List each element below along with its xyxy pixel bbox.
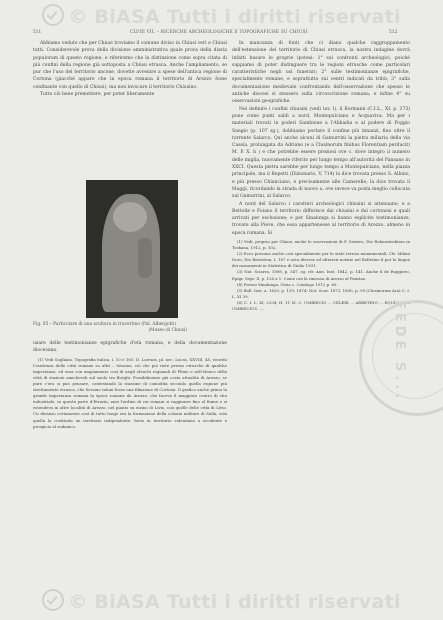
paragraph: A nord del Salarco i caratteri archeologici chiusini si attenuano; e a Bettolle e Foiano il territorio differisce dai chiusini e dai cortonesi e quali arrivati per esclusione; e per Sinalunga si hanno esplicite testimonianze, trovate alla Pieve, che essa appartenesse al territorio di Arezzo, almeno in epoca romana. Si	[232, 201, 410, 236]
figure-caption	[33, 322, 227, 334]
footnote: (3) Nat. Sciarra, 1898, p. 347, sg. cfr. Ann. Inst. 1842, p. 141. Anche il de Ruggiero, Epigr. Sepr. Il, p. 126 a 1. Come ora la rimessa di Arezzo al Pansino.	[232, 269, 410, 281]
footnote: (6) C. I. L. XI, 2294; H. 11 M. C. UMBRICIO ... CELERI ... ARRETINO ... EQUITI ... L. UMBRICIUS .....	[232, 299, 410, 312]
footnote: (4) Presso Sinalunga, Gioia c. Catalogo 1912 p. 69.	[237, 281, 338, 287]
watermark-text: © BiASA Tutti i diritti riservati	[68, 591, 401, 613]
footnote: (2) Ecco possono anche così specialmente per le stele terrosi monumentali, Cfr. Milani Doro, Die Bestatten, I, 167 e nota diverse ed ulteriori notizie nel Bolletino il per la lingua dei monumenti in Statistica di Giulio 1931.	[232, 251, 410, 269]
biasa-logo-icon	[42, 4, 64, 26]
paragraph: Tutto ciò bene premettere, per poter liberamente	[40, 92, 155, 98]
sculpture-arm	[138, 238, 152, 278]
caption-text: Fig. 85 – Particolare di una scultura in travertino (Pal. Albergotti)	[33, 322, 177, 327]
page-number-left: 511	[33, 30, 42, 35]
caption-location: (Museo di Chiusi)	[148, 328, 187, 333]
sculpture-photo	[86, 180, 178, 318]
paragraph: usare delle testimonianze epigrafiche d'età romana, e della documentazione diocesana.	[33, 341, 227, 354]
watermark-bottom	[0, 589, 443, 613]
footnote: (1) Vedi Sogliano, Topografia italica, i, 10 e 165. D. Lorenzi, pl. nec. Lucas, XXVIII, 45, ricordo l'esistenza delle città romane su altri – Sessino, ciò che poi riete presso etrusche di qualche importanza, ed essa con ampiamento così di negli elenchi regionali di Plinio e nell'elenco della città di stazioni amichevoli sul suolo tra Borghi. Possibilmente già costa attualità di Arezzo, se pure c'era si può pensare, contestando la stazione di comodità secondo quella regione più strettamente etrusca, che Sessino taluni fosse una filiazione di Cortona. Il grafico anche prima la grande importanza romana la epoca romana da Arezzo, che faceva il maggiore centro di vita industriale, in questa parte d'Etruria; anzi l'ordine di cui romani si raggiunse fino al fiume e si estendeva in altre località di Arezzo, nel pianto su eizino di Livio, con quelle delle città di Livio. Un divanzo certamente così di tutto luogo ora la formazione della colonia militare di Sulla, sola quella la costituita un territorio indipendente, forse in territorio valentiano a occidente e prospicio al sudanico.	[33, 356, 227, 429]
left-column	[33, 40, 227, 98]
paragraph: In mancanza di fonti che ci diano qualche raggruppamento dell'estensione del territorio di Chiusi etrusca, la nostra indagine dovrà infatti basare le proprie ipotesi: 1° sui confronti archeologici, poiché sappiamo di poter distinguere tra le regioni etrusche come particolari caratteristiche negli usi funerari; 2° sulle testimonianze epigrafiche, specialmente romane, e soprattutto sui centri indicati da tribù; 3° sulla documentazione medievale confrontando dell'osservazione che spesso le antiche diocesi si stessero sulla circoscrizione romana; e infine 4° su osservazioni geografiche.	[232, 41, 410, 105]
sculpture-head	[113, 202, 147, 232]
page-number-right: 512	[389, 30, 398, 35]
footnotes-left	[33, 357, 227, 430]
running-title: CLVIII VII. – RICERCHE ARCHEOLOGICHE E TOPOGRAFICHE SU CHIUSI	[130, 30, 308, 35]
left-column-continued	[33, 340, 227, 430]
footnotes-right	[232, 239, 410, 312]
right-column	[232, 40, 410, 312]
watermark-text: © BiASA Tutti i diritti riservati	[68, 6, 401, 28]
watermark-top	[0, 4, 443, 28]
stamp-text: FEDE S...	[392, 300, 407, 403]
biasa-logo-icon	[42, 589, 64, 611]
footnote: (5) Boll. Inst. a, 1839, p. 119; 1874; Not. Scav. 1873, 1890, p. 99 (Clusinorum Ara) C. I. L. XI 39.	[232, 287, 410, 299]
paragraph: Abbiamo veduto che per Chiusi troviamo il comune diviso in Chiusi veri e Chiusi tutti. Considerevole prova della divisione amministrativa quale prova della diaria populorum di questo regione, e riferiremo che la distinzione come sopra citata di più confini della regione già sottoposta a Chiusi etrusca. Anche l'ampliamento, se pur che l'uso del territorio ancone, dovette avvenire a spese dell'antica regione di Cortona (giacché appare che in epoca romana il territorio di Arezzo fosse confinante con quello di Chiusi), ma non invocare il territorio Chiusino.	[33, 41, 227, 90]
footnote: (1) Vedi, proprio per Chiusi, anche le osservazioni di F. Soriero, Die Rekonstruktion in Toskana, 1912, p. 102.	[232, 239, 410, 251]
paragraph: Nel definire i confini chiusini (vedi tav. I), il Bormann (C.I.L., XI, p. 373) pone come punti saldi a nord, Montepulciano e Acquaviva. Ma per i materiali trovati in poderi Sambione a l'Abbadia e al podere di Poggio Sangio (p. 107 sg.), dobbiamo portare il confine più innanzi, fino oltre il torrente Salarco. Qui anche alcuni di Gamurrini la pietra miliaria della via Cassia, prolungata da Adriano (e a Clusinorum finibus Florentiam perducit) M. P. X. h ) e che potrebbe essere preziosi ove c. dove integro il numero delle miglia, nuovamente riferito per lungo tempo all'autorità del Pansano in XXCI. Questa pietra sarebbe per lungo tempo a Montepulciano, nella piazza principale, ma il Repetti (Dizionario, V, 714) la dice trovata presso S. Albino, e più presso Chianciano, e precisamente alle Camerelle; la dice trovata il Maggi, ricordando la strada di nuovo a, ove invece va posta meglio collocata sul Gamurrini, al Salarco.	[232, 106, 410, 200]
